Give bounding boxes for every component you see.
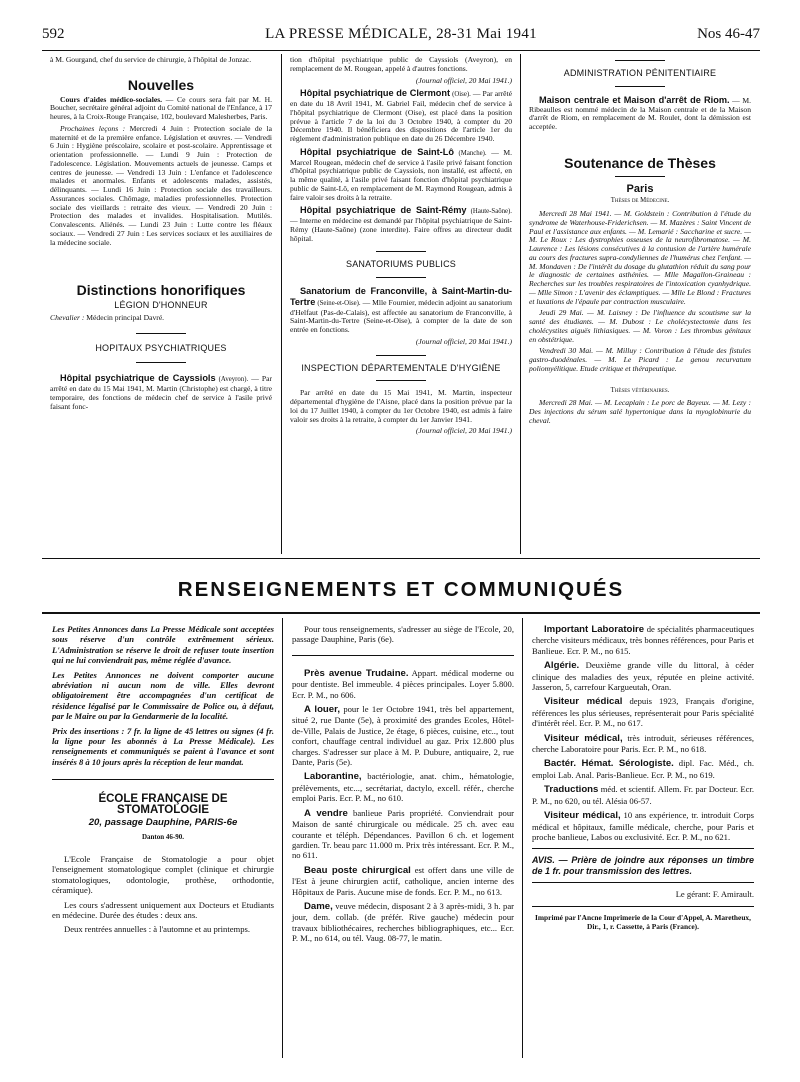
ads-column-1 (52, 624, 274, 939)
notice-paragraph: Les Petites Annonces dans La Presse Médicale sont acceptées sous réserve d'un contrôle extrêmement sérieux. L'Administration se réserve le droit de refuser toute insertion qui ne lui conviendrait pas, même réglée d'avance. (52, 624, 274, 666)
subsection-admin: ADMINISTRATION PÉNITENTIAIRE (563, 68, 717, 78)
theses-list: Vendredi 30 Mai. — M. Milluy : Contribution à l'étude des fistules gastro-duodénales. — M. Le Picard : Le genou recurvatum poliomyélitique. Etude critique et thérapeutique. (529, 346, 751, 373)
ad-heading: Important Laboratoire (544, 624, 645, 635)
classified-ad (292, 771, 514, 803)
city-title: Paris (626, 182, 654, 195)
ecole-paragraph: L'Ecole Française de Stomatologie a pour objet l'enseignement stomatologique complet (clinique et chirurgie stomatologiques, odontologie, prothèse, orthodontie, céramique). (52, 853, 274, 896)
item-text: — Mlle Fournier, médecin adjoint au sanatorium d'Helfaut (Pas-de-Calais), est affectée au sanatorium de Franconville, à Saint-Martin-du-Tertre (Seine-et-Oise), à compter de la date de son entrée en fonctions. (290, 297, 512, 334)
ad-text: pour le 1er Octobre 1941, très bel appartement, situé 2, rue Dante (5e), à proximité des grandes Ecoles, Hôtel-de-Ville, Palais de Justice, 2e étage, 6 pièces, cuisine, etc.., tout confort, chauffage central individuel au gaz. Prix 12.800 plus charges. S'adresser sur place à M. P. Dubure, antiquaire, 2, rue Dante, Paris (5e). (292, 704, 514, 768)
ad-text: veuve médecin, disposant 2 à 3 après-midi, 3 h. par jour, dem. collab. (de préfér. Rive gauche) médecin pour travaux bibliothécaires, recherches bibliographiques, etc... Ecr. P. M., no 614, ou tél. Vaug. 08-77, le matin. (292, 900, 514, 944)
ecole-phone: Danton 46-90. (141, 832, 184, 841)
classified-ad (532, 784, 754, 806)
column-1 (50, 56, 272, 414)
classified-ad (532, 733, 754, 755)
ad-text: bactériologie, anat. chim., hématologie, prélèvements, etc..., secrétariat, dactylo, excell. référ., cherche emploi Paris. Ecr. P. M., no 610. (292, 771, 514, 804)
item-lead: Chevalier : (50, 312, 85, 322)
item-text: — Par arrêté en date du 15 Mai 1941, M. Martin (Christophe) est chargé, à titre temporaire, des fonctions de médecin chef de service à l'asile privé faisant fonc- (50, 374, 272, 411)
classified-ad (532, 624, 754, 656)
ecole-contact: Pour tous renseignements, s'adresser au siège de l'Ecole, 20, passage Dauphine, Paris (6e). (292, 624, 514, 645)
ad-heading: A louer, (304, 704, 340, 716)
ad-heading: Traductions (544, 784, 599, 796)
ad-heading: Près avenue Trudaine. (304, 667, 409, 679)
item-location: (Oise). (452, 91, 471, 99)
item-heading: Hôpital psychiatrique de Saint-Lô (300, 146, 454, 157)
ecole-address: 20, passage Dauphine, PARIS-6e (88, 817, 238, 829)
issue-number: Nos 46-47 (697, 26, 760, 42)
journal-officiel-ref: (Journal officiel, 20 Mai 1941.) (415, 336, 512, 346)
subsection-sanatoriums: SANATORIUMS PUBLICS (346, 259, 456, 270)
separator (52, 779, 274, 780)
item-heading: Hôpital psychiatrique de Clermont (300, 88, 451, 99)
item-lead: Prochaines leçons : (60, 123, 126, 133)
column-3 (529, 56, 751, 429)
theses-list: Mercredi 28 Mai 1941. — M. Goldstein : Contribution à l'étude du syndrome de Waterhouse-Friderichsen. — M. Mazères : Saint Vincent de Paul et l'assistance aux enfants. — M. Lemarié : Saccharine et sucre. — M. Le Roux : Les dystrophies osseuses de la neurofibromatose. — M. Laurence : Les lésions consécutives à la contusion de l'artère humérale au cours des fractures supra-condyliennes de l'humérus chez l'enfant. — M. Mondaven : De l'intérêt du dosage du glutathion réduit du sang pour le diagnostic de certaines asthénies. — Mlle Magallon-Graineau : Recherches sur les troubles respiratoires de l'intoxication cyanhydrique. — Mlle Simon : L'avenir des éclamptiques. — Mlle Le Blond : Fractures et luxations de l'épaule par contraction musculaire. (529, 209, 751, 306)
page-number: 592 (42, 26, 65, 42)
ecole-title: ÉCOLE FRANÇAISE DE STOMATOLOGIE (98, 793, 228, 816)
ad-heading: Beau poste chirurgical (304, 864, 411, 876)
separator (615, 60, 665, 61)
section-title-distinctions: Distinctions honorifiques (76, 282, 246, 299)
notice-paragraph: Les Petites Annonces ne doivent comporter aucune abréviation ni aucun nom de ville. Elles devront obligatoirement être accompagnées d'un certificat de résidence légalisé par le Commissaire de Police ou, à défaut, par le Maire ou par la Gendarmerie de la localité. (52, 669, 274, 722)
ad-text: très introduit, sérieuses références, cherche Laboratoire pour Paris. Ecr. P. M., no 618. (532, 732, 754, 755)
separator (376, 277, 426, 278)
classified-ad (532, 758, 754, 780)
banner-rule (42, 612, 760, 614)
item-text: Médecin principal Davré. (86, 312, 165, 322)
ads-column-2 (292, 624, 514, 948)
ad-text: banlieue Paris propriété. Conviendrait pour Maison de santé chirurgicale ou médicale. 25 ch. avec eau courante et téléph. Dépendances. Pavillon 6 ch. et logement gardien. Tr. beau parc 11.000 m. Prix très intéressant. Ecr. P. M., no 611. (292, 807, 514, 861)
column-divider (281, 54, 282, 554)
theses-list: Mercredi 28 Mai. — M. Lecaplain : Le porc de Bayeux. — M. Lezy : Des injections du sérum salé hypertonique dans la myoglobinurie du cheval. (529, 398, 751, 425)
separator (376, 355, 426, 356)
item-heading: Hôpital psychiatrique de Cayssiols (60, 373, 216, 384)
ad-text: dipl. Fac. Méd., ch. emploi Lab. Anal. Paris-Banlieue. Ecr. P. M., no 619. (532, 758, 754, 780)
item-location: (Haute-Saône). (470, 208, 512, 216)
separator (292, 655, 514, 656)
ad-heading: Algérie. (544, 660, 580, 672)
gerant: Le gérant: F. Amirault. (675, 889, 754, 900)
ad-text: Appart. médical moderne ou pour dentiste. Bel immeuble. 4 pièces principales. Loyer 5.800. Ecr. P. M., no 606. (292, 667, 514, 700)
item-text: — Interne en médecine est demandé par l'hôpital psychiatrique de Saint-Rémy (Haute-Saône) (zone interdite). Faire offres au directeur dudit hôpital. (290, 216, 512, 243)
theses-category: Thèses de Médecine. (610, 197, 670, 205)
separator (376, 380, 426, 381)
banner-rule (42, 558, 760, 559)
separator (615, 86, 665, 87)
imprint: Imprimé par l'Ancne Imprimerie de la Cour d'Appel, A. Maretheux, Dir., 1, r. Cassette, à Paris (France). (535, 912, 751, 931)
column-divider (282, 618, 283, 1058)
separator (532, 906, 754, 907)
item-text: — Par arrêté en date du 18 Avril 1941, M. Gabriel Fail, médecin chef de service à l'hôpital psychiatrique de Clermont (Oise), est placé dans la position prévue à l'article 7 de la loi du 3 Octobre 1940, à compter du 20 Décembre 1940. Il bénéficiera des dispositions de l'article 1er du règlement d'administration publique en date du 26 Décembre 1940. (290, 89, 512, 143)
ad-heading: Laborantine, (304, 771, 362, 783)
classified-ad (292, 901, 514, 944)
ad-text: de spécialités pharmaceutiques cherche visiteurs médicaux, très bonnes références, pour Paris et Banlieue. Ecr. P. M., no 615. (532, 624, 754, 656)
journal-officiel-ref: (Journal officiel, 20 Mai 1941.) (415, 75, 512, 85)
section-title-theses: Soutenance de Thèses (564, 154, 716, 171)
theses-list: Jeudi 29 Mai. — M. Laisney : De l'influence du scoutisme sur la santé des étudiants. — M. Dubost : Le cholécystectomie dans les cholécystites aiguës lithiasiques. — M. Voron : Les thrombus génitaux en obstétrique. (529, 308, 751, 344)
item-text: Par arrêté en date du 15 Mai 1941, M. Martin, inspecteur départemental d'hygiène de l'Aisne, placé dans la position prévue par la loi du 17 Juillet 1940, à compter du 1er Octobre 1940, est admis à faire valoir ses droits à la retraite, à compter du 1er Janvier 1941. (290, 388, 512, 424)
item-location: (Manche). (458, 149, 487, 157)
ad-heading: Visiteur médical, (544, 732, 623, 744)
avis-notice: AVIS. — Prière de joindre aux réponses un timbre de 1 fr. pour transmission des lettres. (532, 855, 754, 876)
ad-heading: Bactér. Hémat. Sérologiste. (544, 758, 674, 770)
ad-text: Deuxième grande ville du littoral, à céder clinique des maladies des yeux, réputée en pleine activité. Jasseron, 5, carrefour Kargueutah, Oran. (532, 660, 754, 693)
item-heading: Hôpital psychiatrique de Saint-Rémy (300, 205, 467, 216)
section-title-nouvelles: Nouvelles (127, 76, 195, 93)
ad-text: est offert dans une ville de l'Est à jeune chirurgien actif, catholique, ancien interne des Hôpitaux de Paris. Aucune mise de fonds. Ecr. P. M., no 613. (292, 864, 514, 897)
classified-ad (292, 808, 514, 861)
item-text: Mercredi 4 Juin : Protection sociale de la maternité et de la première enfance. Législation et œuvres. — Vendredi 6 Juin : Hygiène préscolaire, scolaire et post-scolaire. Apprentissage et orientation professionnelle. — Lundi 9 Juin : Protection de l'adolescence. Législation. Mouvements actuels de jeunesse. Camps et centres de jeunesse. — Vendredi 13 Juin : L'enfance et l'adolescence malades et anormales. Enfants et adolescents malades, assistés, délinquants. — Lundi 16 Juin : Protection sociale des travailleurs. Assurances sociales. Chômage, maladies professionnelles. Protection sociale des vieillards : retraite des vieux. — Vendredi 20 Juin : Protection des malades et invalides. Hospitalisation. Mutilés. Convalescents. Aliénés. — Lundi 23 Juin : Lutte contre les fléaux sociaux. — Vendredi 27 Juin : Les services sociaux et les auxiliaires de la médecine sociale. (50, 123, 272, 247)
subsection-hopitaux: HOPITAUX PSYCHIATRIQUES (95, 342, 227, 353)
classified-ad (292, 668, 514, 700)
ecole-paragraph: Deux rentrées annuelles : à l'automne et au printemps. (64, 924, 251, 935)
ad-heading: Visiteur médical, (544, 810, 621, 822)
ad-heading: Visiteur médical (544, 696, 623, 708)
intro-text: tion d'hôpital psychiatrique public de Cayssiols (Aveyron), en remplacement de M. Rougean, appelé à d'autres fonctions. (290, 55, 512, 73)
notice-paragraph: Prix des insertions : 7 fr. la ligne de 45 lettres ou signes (4 fr. la ligne pour les abonnés à La Presse Médicale). Les renseignements et communiqués se paient à l'avance et sont insérés 8 à 10 jours après la réception de leur mandat. (52, 725, 274, 767)
column-divider (522, 618, 523, 1058)
subsection-legion: LÉGION D'HONNEUR (114, 300, 208, 310)
separator (532, 882, 754, 883)
classified-ad (532, 810, 754, 842)
ecole-paragraph: Les cours s'adressent uniquement aux Docteurs et Etudiants en médecine. Durée des études : deux ans. (52, 899, 274, 920)
item-text: — Ce cours sera fait par M. H. Boucher, secrétaire général adjoint du Comité national de l'Enfance, à 17 heures, à la Croix-Rouge Française, 102, boulevard Malesherbes, Paris. (50, 94, 272, 121)
item-heading: Maison centrale et Maison d'arrêt de Riom. (539, 94, 730, 105)
ad-heading: Dame, (304, 900, 333, 912)
classified-ad (292, 865, 514, 897)
journal-officiel-ref: (Journal officiel, 20 Mai 1941.) (415, 426, 512, 436)
subsection-inspection: INSPECTION DÉPARTEMENTALE D'HYGIÈNE (301, 362, 501, 373)
theses-category: Thèses vétérinaires. (610, 386, 670, 394)
item-location: (Seine-et-Oise). (317, 299, 361, 307)
separator (376, 251, 426, 252)
column-2 (290, 56, 512, 439)
ad-text: depuis 1923, Français d'origine, références les plus sérieuses, représenterait pour Paris spécialité d'intérêt réel. Ecr. P. M., no 617. (532, 696, 755, 729)
intro-text: à M. Gourgand, chef du service de chirurgie, à l'hôpital de Jonzac. (50, 55, 252, 64)
item-text: — M. Ribeaulles est nommé médecin de la Maison centrale et de la Maison d'arrêt de Riom, en remplacement de M. Roulet, dont la démission est acceptée. (529, 95, 751, 131)
ads-column-3 (532, 624, 754, 935)
banner-title: RENSEIGNEMENTS ET COMMUNIQUÉS (177, 578, 625, 601)
item-text: — M. Marcel Rougean, médecin chef de service à l'asile privé faisant fonction d'hôpital psychiatrique public de Cayssiols, non installé, est affecté, en la même qualité, à l'asile privé faisant fonction d'hôpital psychiatrique public de Saint-Lô, en remplacement de M. Raymond Rougean, admis à faire valoir ses droits à la retraite. (290, 147, 512, 202)
item-heading: Cours d'aides médico-sociales. (60, 94, 163, 104)
separator (532, 848, 754, 849)
separator (136, 333, 186, 334)
classified-ad (532, 660, 754, 692)
journal-title: LA PRESSE MÉDICALE, 28-31 Mai 1941 (265, 26, 537, 42)
separator (136, 362, 186, 363)
ad-text: 10 ans expérience, tr. introduit Corps médical et hôpitaux, famille médicale, cherche, pour Paris et proche banlieue, Labos ou exclusivité. Ecr. P. M., no 621. (532, 810, 755, 842)
separator (615, 176, 665, 177)
column-divider (520, 54, 521, 554)
classified-ad (292, 704, 514, 767)
classified-ad (532, 696, 754, 728)
ad-text: méd. et scientif. Allem. Fr. par Docteur. Ecr. P. M., no 620, ou tél. Alésia 06-57. (532, 784, 754, 806)
header-rule (42, 50, 760, 51)
item-location: (Aveyron). (218, 376, 249, 384)
item-heading: Sanatorium de Franconville, à Saint-Martin-du-Tertre (290, 286, 512, 307)
page-header (42, 26, 760, 48)
ad-heading: A vendre (304, 807, 348, 819)
